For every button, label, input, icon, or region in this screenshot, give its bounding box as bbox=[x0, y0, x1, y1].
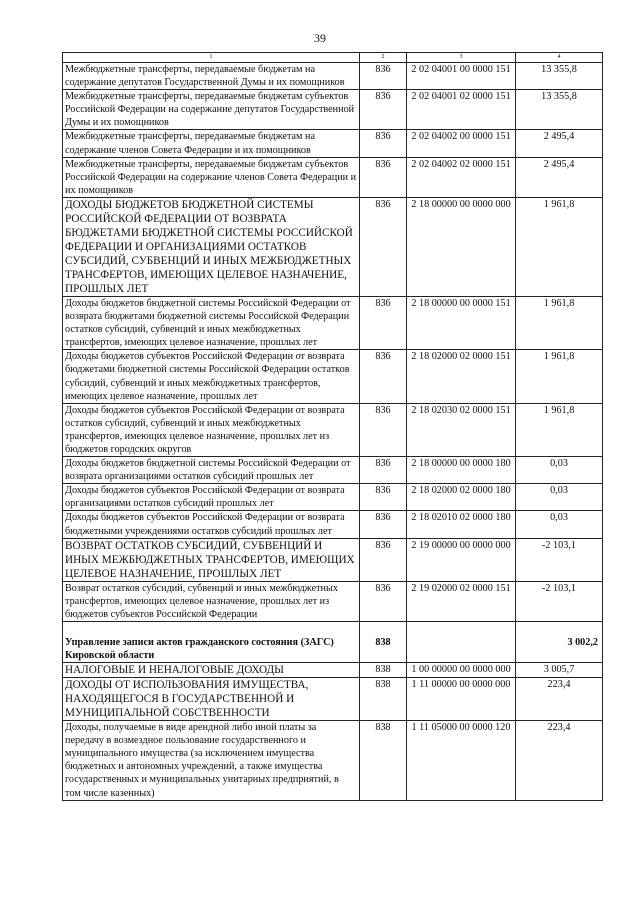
row-sum: 13 355,8 bbox=[516, 63, 603, 90]
table-row bbox=[63, 457, 603, 484]
row-budget-code bbox=[407, 621, 516, 662]
row-admin-code: 836 bbox=[360, 63, 407, 90]
row-budget-code: 1 00 00000 00 0000 000 bbox=[407, 663, 516, 678]
row-name: Доходы бюджетов субъектов Российской Федерации от возврата организациями остатков субсидий прошлых лет bbox=[63, 484, 360, 511]
table-row bbox=[63, 197, 603, 296]
row-sum: 2 495,4 bbox=[516, 157, 603, 197]
table-row bbox=[63, 130, 603, 157]
row-sum: 1 961,8 bbox=[516, 197, 603, 296]
row-admin-code: 836 bbox=[360, 403, 407, 456]
table-row bbox=[63, 678, 603, 721]
row-name: Межбюджетные трансферты, передаваемые бюджетам на содержание членов Совета Федерации и их помощников bbox=[63, 130, 360, 157]
row-budget-code: 2 18 00000 00 0000 000 bbox=[407, 197, 516, 296]
row-name: Доходы бюджетов субъектов Российской Федерации от возврата бюджетными учреждениями остатков субсидий прошлых лет bbox=[63, 511, 360, 538]
row-name: Доходы бюджетов субъектов Российской Федерации от возврата остатков субсидий, субвенций и иных межбюджетных трансфертов, имеющих целевое назначение, прошлых лет из бюджетов городских округов bbox=[63, 403, 360, 456]
table-row bbox=[63, 581, 603, 621]
table-row bbox=[63, 721, 603, 801]
row-name: ДОХОДЫ ОТ ИСПОЛЬЗОВАНИЯ ИМУЩЕСТВА, НАХОДЯЩЕГОСЯ В ГОСУДАРСТВЕННОЙ И МУНИЦИПАЛЬНОЙ СОБСТВЕННОСТИ bbox=[63, 678, 360, 721]
row-admin-code: 836 bbox=[360, 511, 407, 538]
row-name: Доходы бюджетов бюджетной системы Российской Федерации от возврата бюджетами бюджетной системы Российской Федерации остатков субсидий, субвенций и иных межбюджетных трансфертов, имеющих целевое назначение, прошлых лет bbox=[63, 296, 360, 349]
row-sum: 0,03 bbox=[516, 511, 603, 538]
row-admin-code: 836 bbox=[360, 296, 407, 349]
row-sum: 223,4 bbox=[516, 678, 603, 721]
row-sum: 1 961,8 bbox=[516, 350, 603, 403]
column-number-4: 4 bbox=[516, 53, 603, 63]
row-budget-code: 1 11 05000 00 0000 120 bbox=[407, 721, 516, 801]
row-sum: 13 355,8 bbox=[516, 90, 603, 130]
row-admin-code: 836 bbox=[360, 350, 407, 403]
row-name: Доходы бюджетов бюджетной системы Российской Федерации от возврата организациями остатков субсидий прошлых лет bbox=[63, 457, 360, 484]
row-sum: -2 103,1 bbox=[516, 538, 603, 581]
row-sum: 3 005,7 bbox=[516, 663, 603, 678]
section-title: Управление записи актов гражданского состояния (ЗАГС) Кировской области bbox=[63, 621, 360, 662]
table-row bbox=[63, 484, 603, 511]
row-name: НАЛОГОВЫЕ И НЕНАЛОГОВЫЕ ДОХОДЫ bbox=[63, 663, 360, 678]
row-admin-code: 836 bbox=[360, 538, 407, 581]
row-budget-code: 1 11 00000 00 0000 000 bbox=[407, 678, 516, 721]
row-admin-code: 836 bbox=[360, 484, 407, 511]
table-row bbox=[63, 63, 603, 90]
section-header-row bbox=[63, 621, 603, 662]
row-admin-code: 838 bbox=[360, 663, 407, 678]
row-sum: -2 103,1 bbox=[516, 581, 603, 621]
column-number-1: 1 bbox=[63, 53, 360, 63]
row-budget-code: 2 02 04002 02 0000 151 bbox=[407, 157, 516, 197]
row-admin-code: 838 bbox=[360, 721, 407, 801]
row-name: Межбюджетные трансферты, передаваемые бюджетам субъектов Российской Федерации на содержание депутатов Государственной Думы и их помощников bbox=[63, 90, 360, 130]
row-admin-code: 836 bbox=[360, 90, 407, 130]
table-row bbox=[63, 511, 603, 538]
row-name: ВОЗВРАТ ОСТАТКОВ СУБСИДИЙ, СУБВЕНЦИЙ И ИНЫХ МЕЖБЮДЖЕТНЫХ ТРАНСФЕРТОВ, ИМЕЮЩИХ ЦЕЛЕВОЕ НАЗНАЧЕНИЕ, ПРОШЛЫХ ЛЕТ bbox=[63, 538, 360, 581]
table-header-row bbox=[63, 53, 603, 63]
row-name: Доходы, получаемые в виде арендной либо иной платы за передачу в возмездное пользование государственного и муниципального имущества (за исключением имущества бюджетных и автономных учреждений, а также имущества государственных и муниципальных унитарных предприятий, в том числе казенных) bbox=[63, 721, 360, 801]
row-budget-code: 2 18 02000 02 0000 180 bbox=[407, 484, 516, 511]
row-budget-code: 2 18 00000 00 0000 151 bbox=[407, 296, 516, 349]
table-row bbox=[63, 350, 603, 403]
row-budget-code: 2 18 02030 02 0000 151 bbox=[407, 403, 516, 456]
row-name: ДОХОДЫ БЮДЖЕТОВ БЮДЖЕТНОЙ СИСТЕМЫ РОССИЙСКОЙ ФЕДЕРАЦИИ ОТ ВОЗВРАТА БЮДЖЕТАМИ БЮДЖЕТНОЙ СИСТЕМЫ РОССИЙСКОЙ ФЕДЕРАЦИИ И ОРГАНИЗАЦИЯМИ ОСТАТКОВ СУБСИДИЙ, СУБВЕНЦИЙ И ИНЫХ МЕЖБЮДЖЕТНЫХ ТРАНСФЕРТОВ, ИМЕЮЩИХ ЦЕЛЕВОЕ НАЗНАЧЕНИЕ, ПРОШЛЫХ ЛЕТ bbox=[63, 197, 360, 296]
column-number-3: 3 bbox=[407, 53, 516, 63]
table-row bbox=[63, 403, 603, 456]
row-name: Межбюджетные трансферты, передаваемые бюджетам на содержание депутатов Государственной Думы и их помощников bbox=[63, 63, 360, 90]
table-row bbox=[63, 663, 603, 678]
row-name: Доходы бюджетов субъектов Российской Федерации от возврата бюджетами бюджетной системы Российской Федерации остатков субсидий, субвенций и иных межбюджетных трансфертов, имеющих целевое назначение, прошлых лет bbox=[63, 350, 360, 403]
row-budget-code: 2 18 02000 02 0000 151 bbox=[407, 350, 516, 403]
table-row bbox=[63, 90, 603, 130]
row-budget-code: 2 18 00000 00 0000 180 bbox=[407, 457, 516, 484]
row-budget-code: 2 02 04001 02 0000 151 bbox=[407, 90, 516, 130]
page-number: 39 bbox=[314, 31, 326, 45]
row-admin-code: 838 bbox=[360, 621, 407, 662]
row-sum: 0,03 bbox=[516, 484, 603, 511]
row-sum: 3 002,2 bbox=[516, 621, 603, 662]
row-sum: 1 961,8 bbox=[516, 296, 603, 349]
row-name: Межбюджетные трансферты, передаваемые бюджетам субъектов Российской Федерации на содержание членов Совета Федерации и их помощников bbox=[63, 157, 360, 197]
row-admin-code: 836 bbox=[360, 157, 407, 197]
row-budget-code: 2 02 04001 00 0000 151 bbox=[407, 63, 516, 90]
row-budget-code: 2 19 00000 00 0000 000 bbox=[407, 538, 516, 581]
row-budget-code: 2 18 02010 02 0000 180 bbox=[407, 511, 516, 538]
row-budget-code: 2 02 04002 00 0000 151 bbox=[407, 130, 516, 157]
row-name: Возврат остатков субсидий, субвенций и иных межбюджетных трансфертов, имеющих целевое назначение, прошлых лет из бюджетов субъектов Российской Федерации bbox=[63, 581, 360, 621]
row-budget-code: 2 19 02000 02 0000 151 bbox=[407, 581, 516, 621]
revenue-table bbox=[62, 52, 603, 801]
row-admin-code: 836 bbox=[360, 581, 407, 621]
row-sum: 223,4 bbox=[516, 721, 603, 801]
row-admin-code: 836 bbox=[360, 457, 407, 484]
row-sum: 1 961,8 bbox=[516, 403, 603, 456]
row-admin-code: 838 bbox=[360, 678, 407, 721]
table-row bbox=[63, 538, 603, 581]
row-sum: 0,03 bbox=[516, 457, 603, 484]
row-admin-code: 836 bbox=[360, 197, 407, 296]
table-row bbox=[63, 157, 603, 197]
row-admin-code: 836 bbox=[360, 130, 407, 157]
row-sum: 2 495,4 bbox=[516, 130, 603, 157]
table-row bbox=[63, 296, 603, 349]
column-number-2: 2 bbox=[360, 53, 407, 63]
